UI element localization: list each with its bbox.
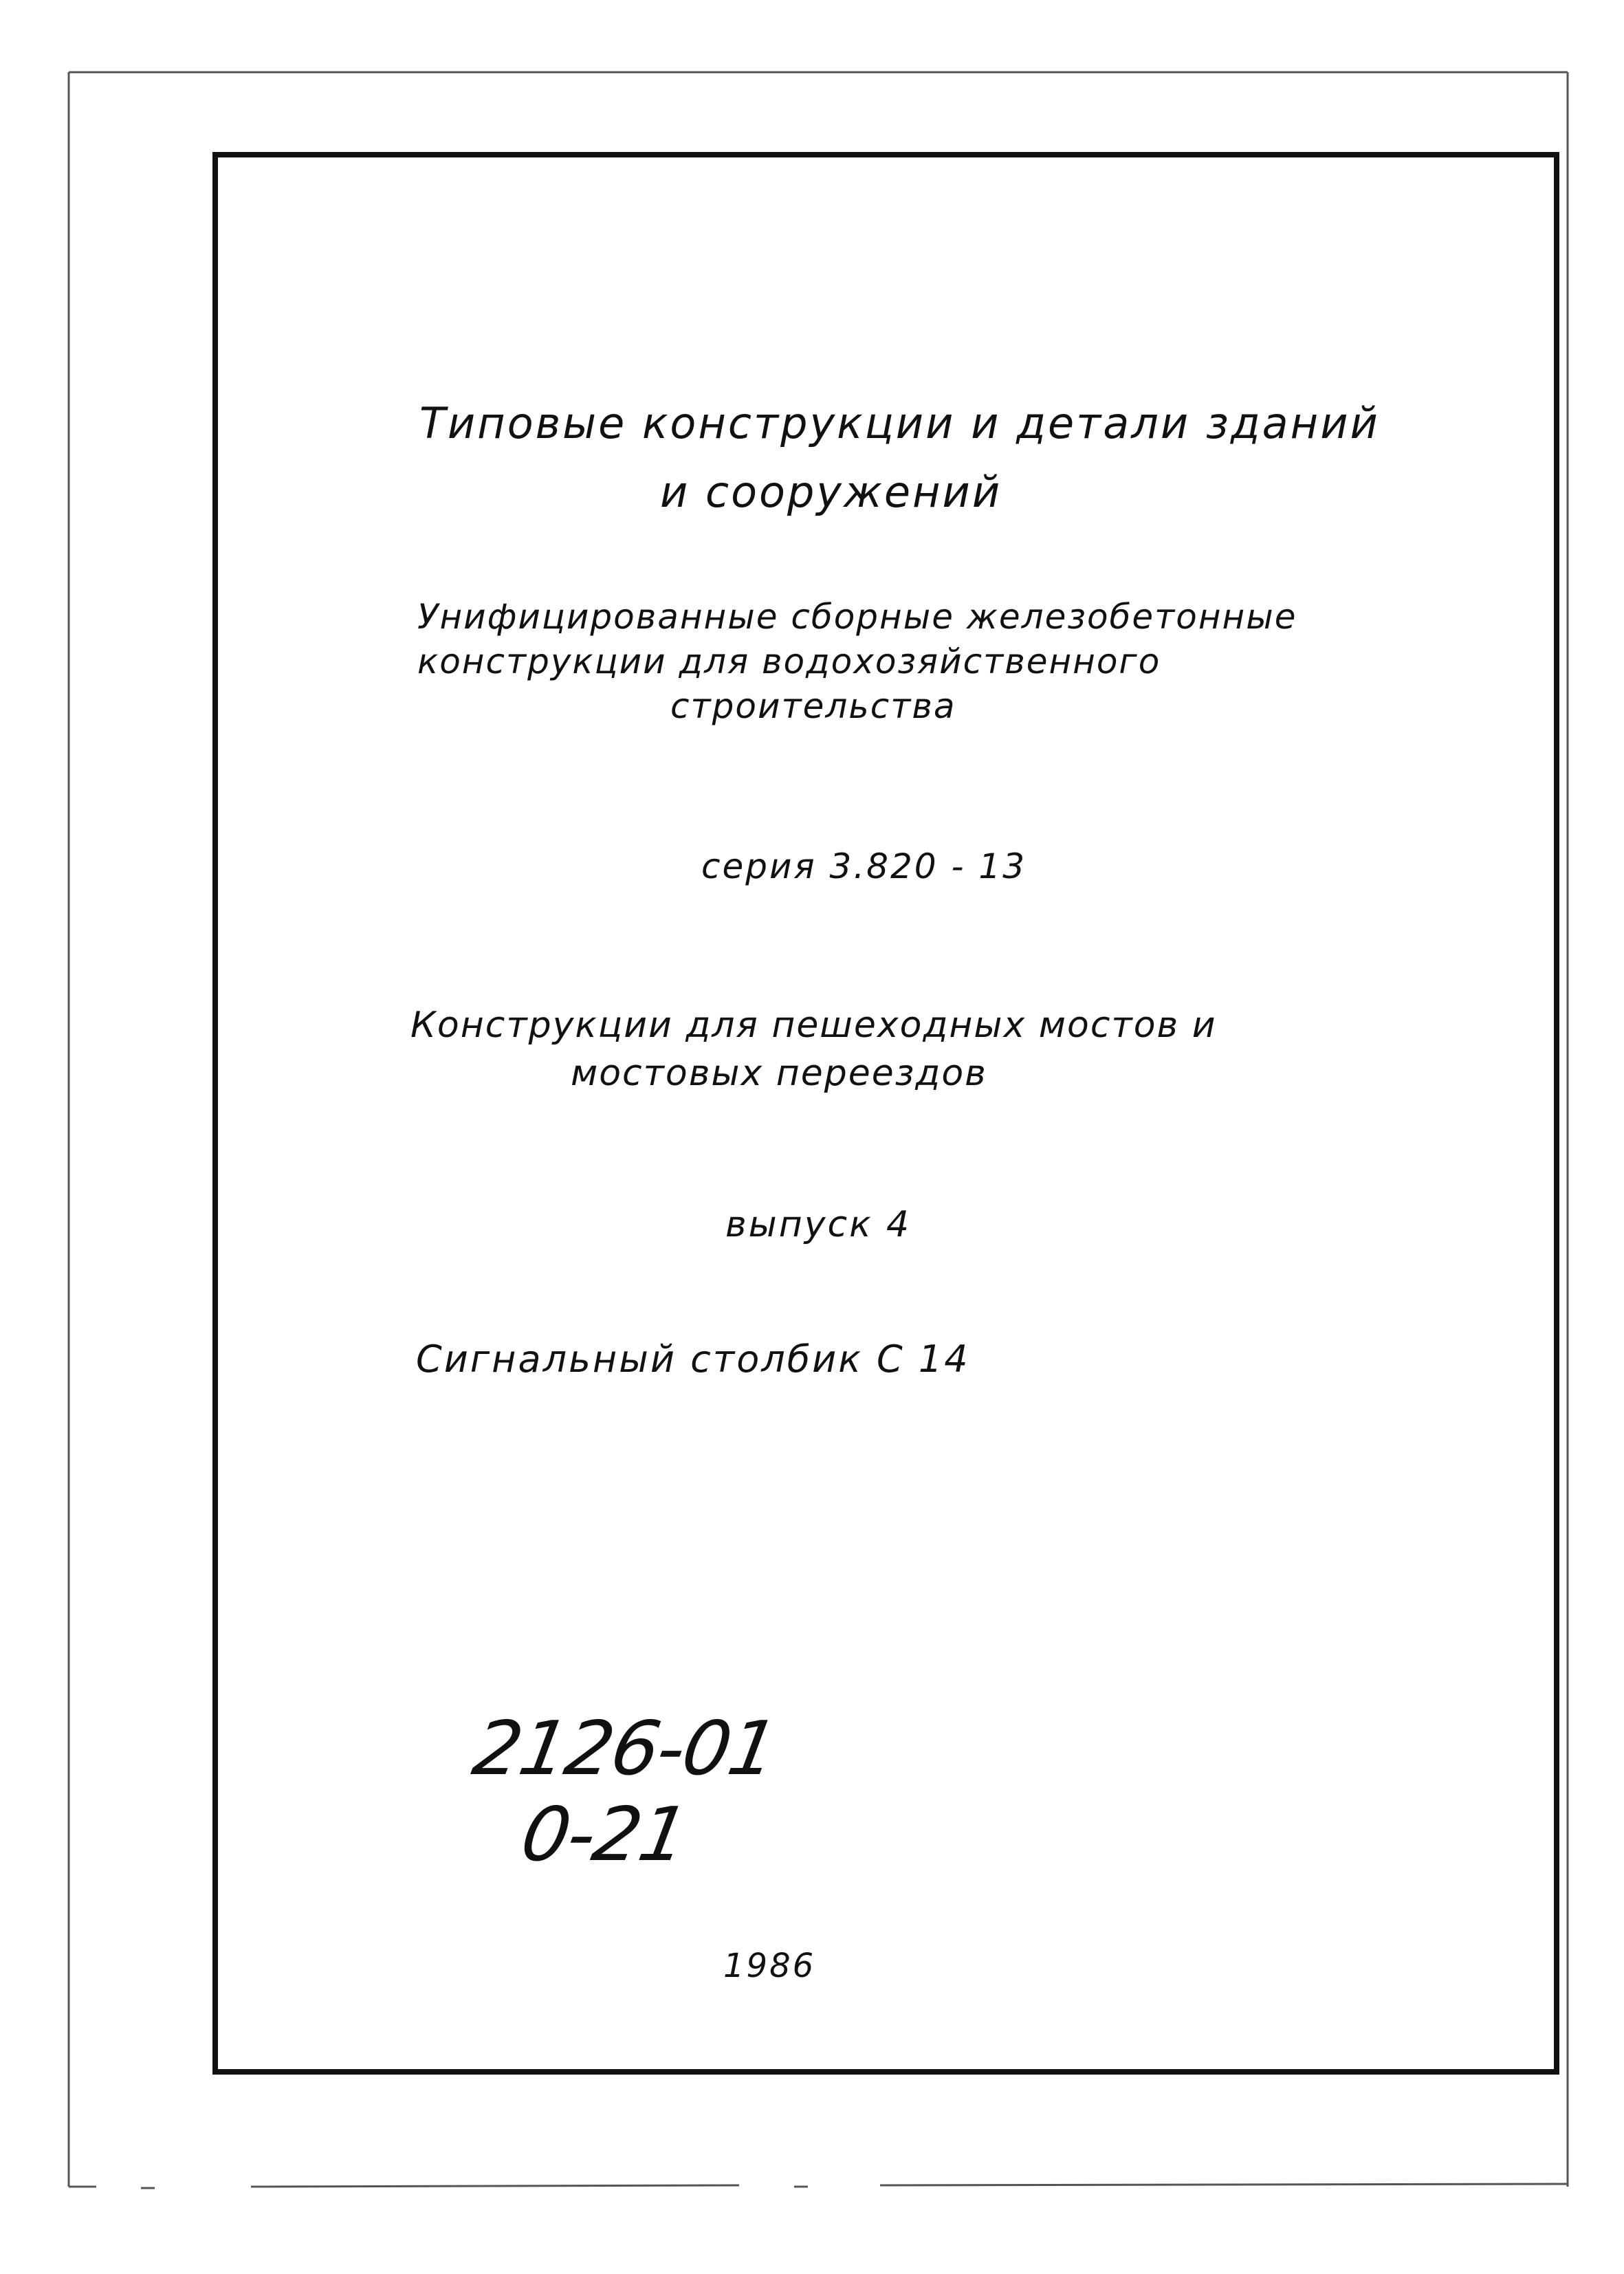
series-label: серия 3.820 - 13 <box>701 846 1027 886</box>
section-line-1: Конструкции для пешеходных мостов и <box>410 1005 1217 1046</box>
item-label: Сигнальный столбик С 14 <box>416 1337 970 1381</box>
handwritten-code-line-1: 2126-01 <box>467 1706 783 1792</box>
subtitle-line-2: конструкции для водохозяйственного <box>417 642 1161 681</box>
handwritten-code-line-2: 0-21 <box>515 1792 694 1878</box>
year-label: 1986 <box>723 1947 816 1985</box>
subtitle-line-1: Унифицированные сборные железобетонные <box>417 597 1297 637</box>
title-line-1: Типовые конструкции и детали зданий <box>419 398 1380 448</box>
subtitle-line-3: строительства <box>670 686 956 726</box>
outer-border <box>69 72 1568 2188</box>
title-line-2: и сооружений <box>660 467 1002 517</box>
issue-label: выпуск 4 <box>725 1204 912 1245</box>
section-line-2: мостовых переездов <box>571 1053 987 1094</box>
